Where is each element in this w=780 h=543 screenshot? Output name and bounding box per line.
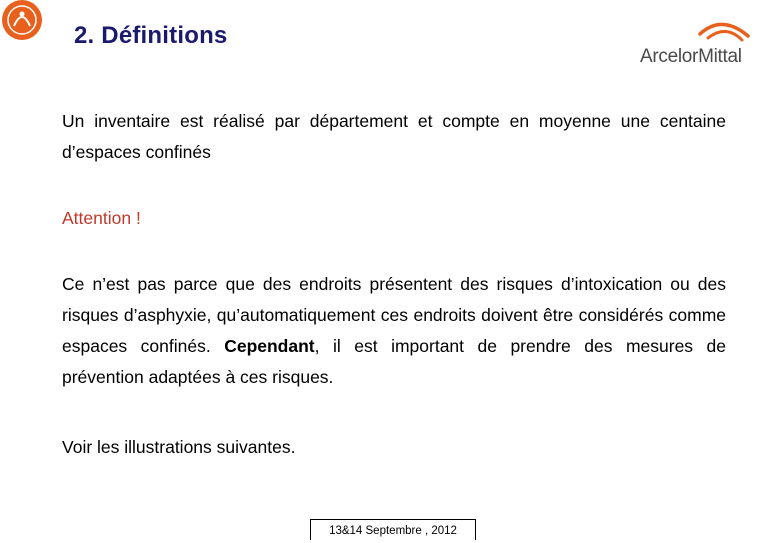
footer-date: 13&14 Septembre , 2012 — [310, 519, 476, 540]
corner-logo — [0, 0, 46, 46]
paragraph-inventory: Un inventaire est réalisé par département et compte en moyenne une centaine d’espaces confinés — [62, 111, 726, 162]
brand-name: ArcelorMittal — [640, 46, 742, 67]
paragraph-risks-part2: , il est important de prendre des mesures de prévention adaptées à ces risques. — [62, 336, 726, 387]
paragraph-illustrations: Voir les illustrations suivantes. — [62, 437, 296, 457]
arcelormittal-logo — [630, 16, 755, 70]
paragraph-risks — [62, 269, 726, 393]
paragraph-risks-bold: Cependant — [224, 336, 315, 356]
page-title: 2. Définitions — [74, 22, 228, 49]
attention-label: Attention ! — [62, 208, 141, 228]
paragraph-risks-part1: Ce n’est pas parce que des endroits présentent des risques d’intoxication ou des risques d’asphyxie, qu’automatiquement ces endroits doivent être considérés comme espaces confinés. — [62, 274, 726, 356]
